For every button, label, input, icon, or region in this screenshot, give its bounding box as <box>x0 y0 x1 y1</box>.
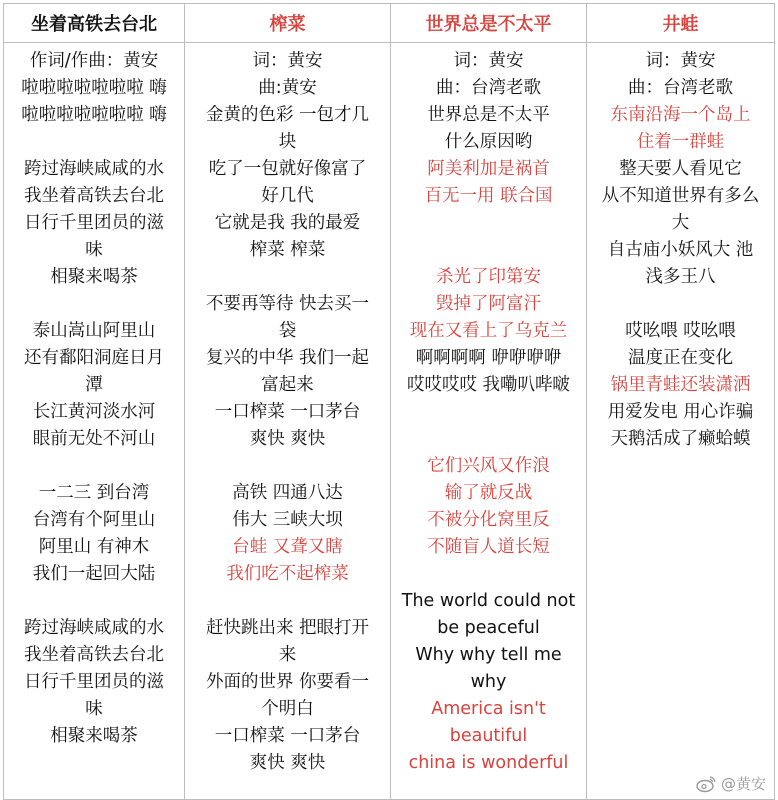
lyric-line: 眼前无处不河山 <box>32 429 156 449</box>
lyric-line: 整天要人看见它 <box>619 159 742 179</box>
lyric-line: 它们兴风又作浪 <box>427 456 550 476</box>
lyric-line: 百无一用 联合国 <box>424 186 553 206</box>
lyric-line: 榨菜 榨菜 <box>249 240 326 260</box>
lyric-line: 曲：台湾老歌 <box>436 78 541 98</box>
lyric-line: 赶快跳出来 把眼打开 <box>205 618 370 638</box>
lyric-line: 曲：台湾老歌 <box>628 78 733 98</box>
lyric-line: 日行千里团员的滋 <box>24 672 164 692</box>
blank-line <box>4 453 184 480</box>
lyric-line: 杀光了印第安 <box>436 267 541 287</box>
lyric-line: 还有鄱阳洞庭日月 <box>24 348 164 368</box>
lyric-line: 吃了一包就好像富了 <box>208 159 367 179</box>
lyric-line: The world could not <box>401 591 576 611</box>
lyrics-column-0 <box>4 48 184 750</box>
blank-line <box>185 264 390 291</box>
lyric-line: china is wonderful <box>408 753 569 773</box>
lyric-line: 伟大 三峡大坝 <box>232 510 343 530</box>
blank-line <box>587 291 774 318</box>
lyrics-table <box>3 3 775 800</box>
lyric-line: 一二三 到台湾 <box>38 483 150 503</box>
lyric-line: 台蛙 又聋又瞎 <box>232 537 343 557</box>
lyric-line: 输了就反战 <box>444 483 533 503</box>
lyric-line: 日行千里团员的滋 <box>24 213 164 233</box>
lyric-line: 我坐着高铁去台北 <box>24 186 164 206</box>
lyric-line: 哎吆喂 哎吆喂 <box>625 321 736 341</box>
lyric-line: 爽快 爽快 <box>249 753 326 773</box>
blank-line <box>4 588 184 615</box>
lyric-line: 好几代 <box>261 186 314 206</box>
column-title: 井蛙 <box>662 14 699 35</box>
lyric-line: 外面的世界 你要看一 <box>205 672 370 692</box>
weibo-icon <box>695 775 717 793</box>
lyric-line: 不要再等待 快去买一 <box>205 294 370 314</box>
watermark-text: @黄安 <box>720 775 766 793</box>
lyric-line: 温度正在变化 <box>628 348 733 368</box>
lyric-line: beautiful <box>449 726 528 746</box>
blank-line <box>185 588 390 615</box>
blank-line <box>391 561 586 588</box>
lyric-line: 台湾有个阿里山 <box>32 510 156 530</box>
lyric-line: 相聚来喝茶 <box>50 267 138 287</box>
lyric-line: 天鹅活成了癞蛤蟆 <box>610 429 751 449</box>
lyric-line: 用爱发电 用心诈骗 <box>607 402 754 422</box>
lyric-line: 潭 <box>85 375 103 395</box>
lyric-line: 富起来 <box>261 375 314 395</box>
lyric-line: 曲:黄安 <box>258 78 317 98</box>
lyric-line: 词：黄安 <box>453 51 524 71</box>
lyric-line: 啦啦啦啦啦啦啦 嗨 <box>21 78 167 98</box>
blank-line <box>391 237 586 264</box>
column-header-1 <box>185 4 390 42</box>
column-title: 世界总是不太平 <box>425 14 552 35</box>
lyric-line: 词：黄安 <box>645 51 716 71</box>
header-divider <box>4 42 774 43</box>
lyric-line: 什么原因哟 <box>444 132 533 152</box>
watermark <box>695 773 766 794</box>
lyric-line: 大 <box>671 213 690 233</box>
lyric-line: 跨过海峡咸咸的水 <box>24 159 164 179</box>
lyric-line: 不被分化窝里反 <box>427 510 550 530</box>
lyric-line: 阿美利加是祸首 <box>427 159 550 179</box>
lyric-line: 个明白 <box>261 699 314 719</box>
lyric-line: 来 <box>278 645 297 665</box>
lyric-line: 长江黄河淡水河 <box>32 402 156 422</box>
lyric-line: 浅多王八 <box>645 267 716 287</box>
lyric-line: 自古庙小妖风大 池 <box>607 240 754 260</box>
blank-line <box>185 453 390 480</box>
lyrics-column-1 <box>185 48 390 777</box>
column-header-2 <box>391 4 586 42</box>
lyric-line: 东南沿海一个岛上 <box>610 105 751 125</box>
lyric-line: 泰山嵩山阿里山 <box>32 321 156 341</box>
blank-line <box>4 291 184 318</box>
column-title: 榨菜 <box>269 14 306 35</box>
lyric-line: 世界总是不太平 <box>427 105 550 125</box>
lyric-line: 一口榨菜 一口茅台 <box>214 726 361 746</box>
lyric-line: 不随盲人道长短 <box>427 537 550 557</box>
lyric-line: 跨过海峡咸咸的水 <box>24 618 164 638</box>
lyric-line: 我坐着高铁去台北 <box>24 645 164 665</box>
lyric-line: 毁掉了阿富汗 <box>436 294 541 314</box>
lyric-line: 哎哎哎哎 我嘞叭哔啵 <box>406 375 571 395</box>
lyric-line: America isn't <box>431 699 546 719</box>
lyric-line: 我们吃不起榨菜 <box>226 564 349 584</box>
lyric-line: Why why tell me <box>415 645 562 665</box>
lyric-line: 锅里青蛙还装潇洒 <box>610 375 751 395</box>
lyric-line: 啦啦啦啦啦啦啦 嗨 <box>21 105 167 125</box>
blank-line <box>391 210 586 237</box>
column-title: 坐着高铁去台北 <box>31 14 157 35</box>
lyric-line: 金黄的色彩 一包才几 <box>205 105 370 125</box>
lyric-line: 它就是我 我的最爱 <box>214 213 361 233</box>
lyric-line: 一口榨菜 一口茅台 <box>214 402 361 422</box>
lyric-line: 袋 <box>278 321 297 341</box>
blank-line <box>391 399 586 426</box>
lyric-line: 啊啊啊啊 咿咿咿咿 <box>415 348 562 368</box>
lyric-line: 我们一起回大陆 <box>32 564 156 584</box>
lyric-line: 作词/作曲：黄安 <box>29 51 159 71</box>
lyric-line: 味 <box>85 699 103 719</box>
lyric-line: 词：黄安 <box>252 51 323 71</box>
column-header-0 <box>4 4 184 42</box>
lyric-line: 复兴的中华 我们一起 <box>205 348 370 368</box>
lyric-line: why <box>470 672 507 692</box>
lyric-line: 住着一群蛙 <box>636 132 725 152</box>
lyric-line: 从不知道世界有多么 <box>601 186 760 206</box>
blank-line <box>391 426 586 453</box>
lyric-line: 块 <box>278 132 297 152</box>
lyric-line: 味 <box>85 240 103 260</box>
lyrics-column-2 <box>391 48 586 777</box>
lyric-line: 高铁 四通八达 <box>232 483 343 503</box>
lyric-line: 现在又看上了乌克兰 <box>409 321 568 341</box>
column-header-3 <box>587 4 774 42</box>
lyric-line: 阿里山 有神木 <box>38 537 150 557</box>
lyric-line: be peaceful <box>437 618 540 638</box>
lyric-line: 爽快 爽快 <box>249 429 326 449</box>
lyric-line: 相聚来喝茶 <box>50 726 138 746</box>
blank-line <box>4 129 184 156</box>
lyrics-column-3 <box>587 48 774 453</box>
